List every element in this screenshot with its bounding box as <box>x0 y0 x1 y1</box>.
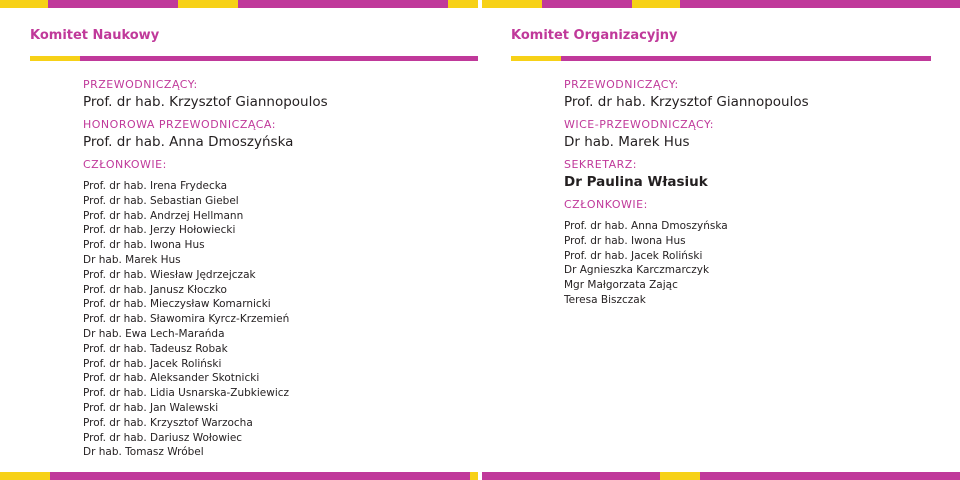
member-item: Prof. dr hab. Aleksander Skotnicki <box>83 372 260 385</box>
member-item: Prof. dr hab. Jacek Roliński <box>564 249 703 262</box>
stripe-segment <box>700 472 960 480</box>
title-underline <box>561 56 931 61</box>
members-label: CZŁONKOWIE: <box>564 198 648 211</box>
top-stripe-left <box>0 0 478 8</box>
member-item: Prof. dr hab. Iwona Hus <box>564 234 686 247</box>
stripe-segment <box>482 472 660 480</box>
member-item: Dr hab. Ewa Lech-Marańda <box>83 327 225 340</box>
title-underline-accent <box>30 56 80 61</box>
scientific-committee-title: Komitet Naukowy <box>30 28 160 43</box>
member-item: Prof. dr hab. Tadeusz Robak <box>83 342 228 355</box>
member-item: Dr Agnieszka Karczmarczyk <box>564 264 710 277</box>
member-item: Prof. dr hab. Jacek Roliński <box>83 357 222 370</box>
title-underline <box>80 56 478 61</box>
stripe-segment <box>448 0 478 8</box>
chair-label: PRZEWODNICZĄCY: <box>564 78 679 91</box>
chair-name: Prof. dr hab. Krzysztof Giannopoulos <box>83 94 328 110</box>
scientific-committee <box>83 77 328 460</box>
vice-chair-name: Dr hab. Marek Hus <box>564 134 690 150</box>
bottom-stripe-left <box>0 472 478 480</box>
stripe-segment <box>470 472 478 480</box>
member-item: Prof. dr hab. Mieczysław Komarnicki <box>83 298 271 311</box>
member-item: Prof. dr hab. Sebastian Giebel <box>83 194 239 207</box>
member-item: Prof. dr hab. Andrzej Hellmann <box>83 209 244 222</box>
stripe-segment <box>632 0 680 8</box>
stripe-segment <box>482 0 542 8</box>
member-item: Prof. dr hab. Irena Frydecka <box>83 180 228 192</box>
chair-label: PRZEWODNICZĄCY: <box>83 78 198 91</box>
organizing-committee <box>564 77 809 308</box>
stripe-segment <box>48 0 178 8</box>
honorary-chair-label: HONOROWA PRZEWODNICZĄCA: <box>83 118 276 131</box>
member-item: Prof. dr hab. Anna Dmoszyńska <box>564 220 728 232</box>
title-underline-accent <box>511 56 561 61</box>
member-item: Prof. dr hab. Dariusz Wołowiec <box>83 431 243 444</box>
members-list <box>564 219 809 308</box>
member-item: Dr hab. Marek Hus <box>83 253 181 266</box>
members-list <box>83 179 328 460</box>
organizing-committee-title: Komitet Organizacyjny <box>511 28 678 43</box>
stripe-segment <box>50 472 470 480</box>
member-item: Prof. dr hab. Sławomira Kyrcz-Krzemień <box>83 313 290 326</box>
secretary-name: Dr Paulina Własiuk <box>564 174 708 190</box>
stripe-segment <box>0 0 48 8</box>
member-item: Prof. dr hab. Janusz Kłoczko <box>83 283 227 296</box>
member-item: Prof. dr hab. Krzysztof Warzocha <box>83 416 253 429</box>
member-item: Prof. dr hab. Jan Walewski <box>83 401 219 414</box>
honorary-chair-name: Prof. dr hab. Anna Dmoszyńska <box>83 134 294 150</box>
member-item: Prof. dr hab. Lidia Usnarska-Zubkiewicz <box>83 387 290 400</box>
top-stripe-right <box>482 0 960 8</box>
chair-name: Prof. dr hab. Krzysztof Giannopoulos <box>564 94 809 110</box>
member-item: Mgr Małgorzata Zając <box>564 279 678 292</box>
vice-chair-label: WICE-PRZEWODNICZĄCY: <box>564 118 714 131</box>
member-item: Teresa Biszczak <box>564 293 646 306</box>
stripe-segment <box>238 0 448 8</box>
secretary-label: SEKRETARZ: <box>564 158 638 171</box>
member-item: Dr hab. Tomasz Wróbel <box>83 446 204 459</box>
member-item: Prof. dr hab. Wiesław Jędrzejczak <box>83 268 256 281</box>
members-label: CZŁONKOWIE: <box>83 158 167 171</box>
member-item: Prof. dr hab. Jerzy Hołowiecki <box>83 224 236 237</box>
stripe-segment <box>542 0 632 8</box>
stripe-segment <box>660 472 700 480</box>
member-item: Prof. dr hab. Iwona Hus <box>83 239 205 252</box>
stripe-segment <box>0 472 50 480</box>
stripe-segment <box>178 0 238 8</box>
bottom-stripe-right <box>482 472 960 480</box>
stripe-segment <box>680 0 960 8</box>
